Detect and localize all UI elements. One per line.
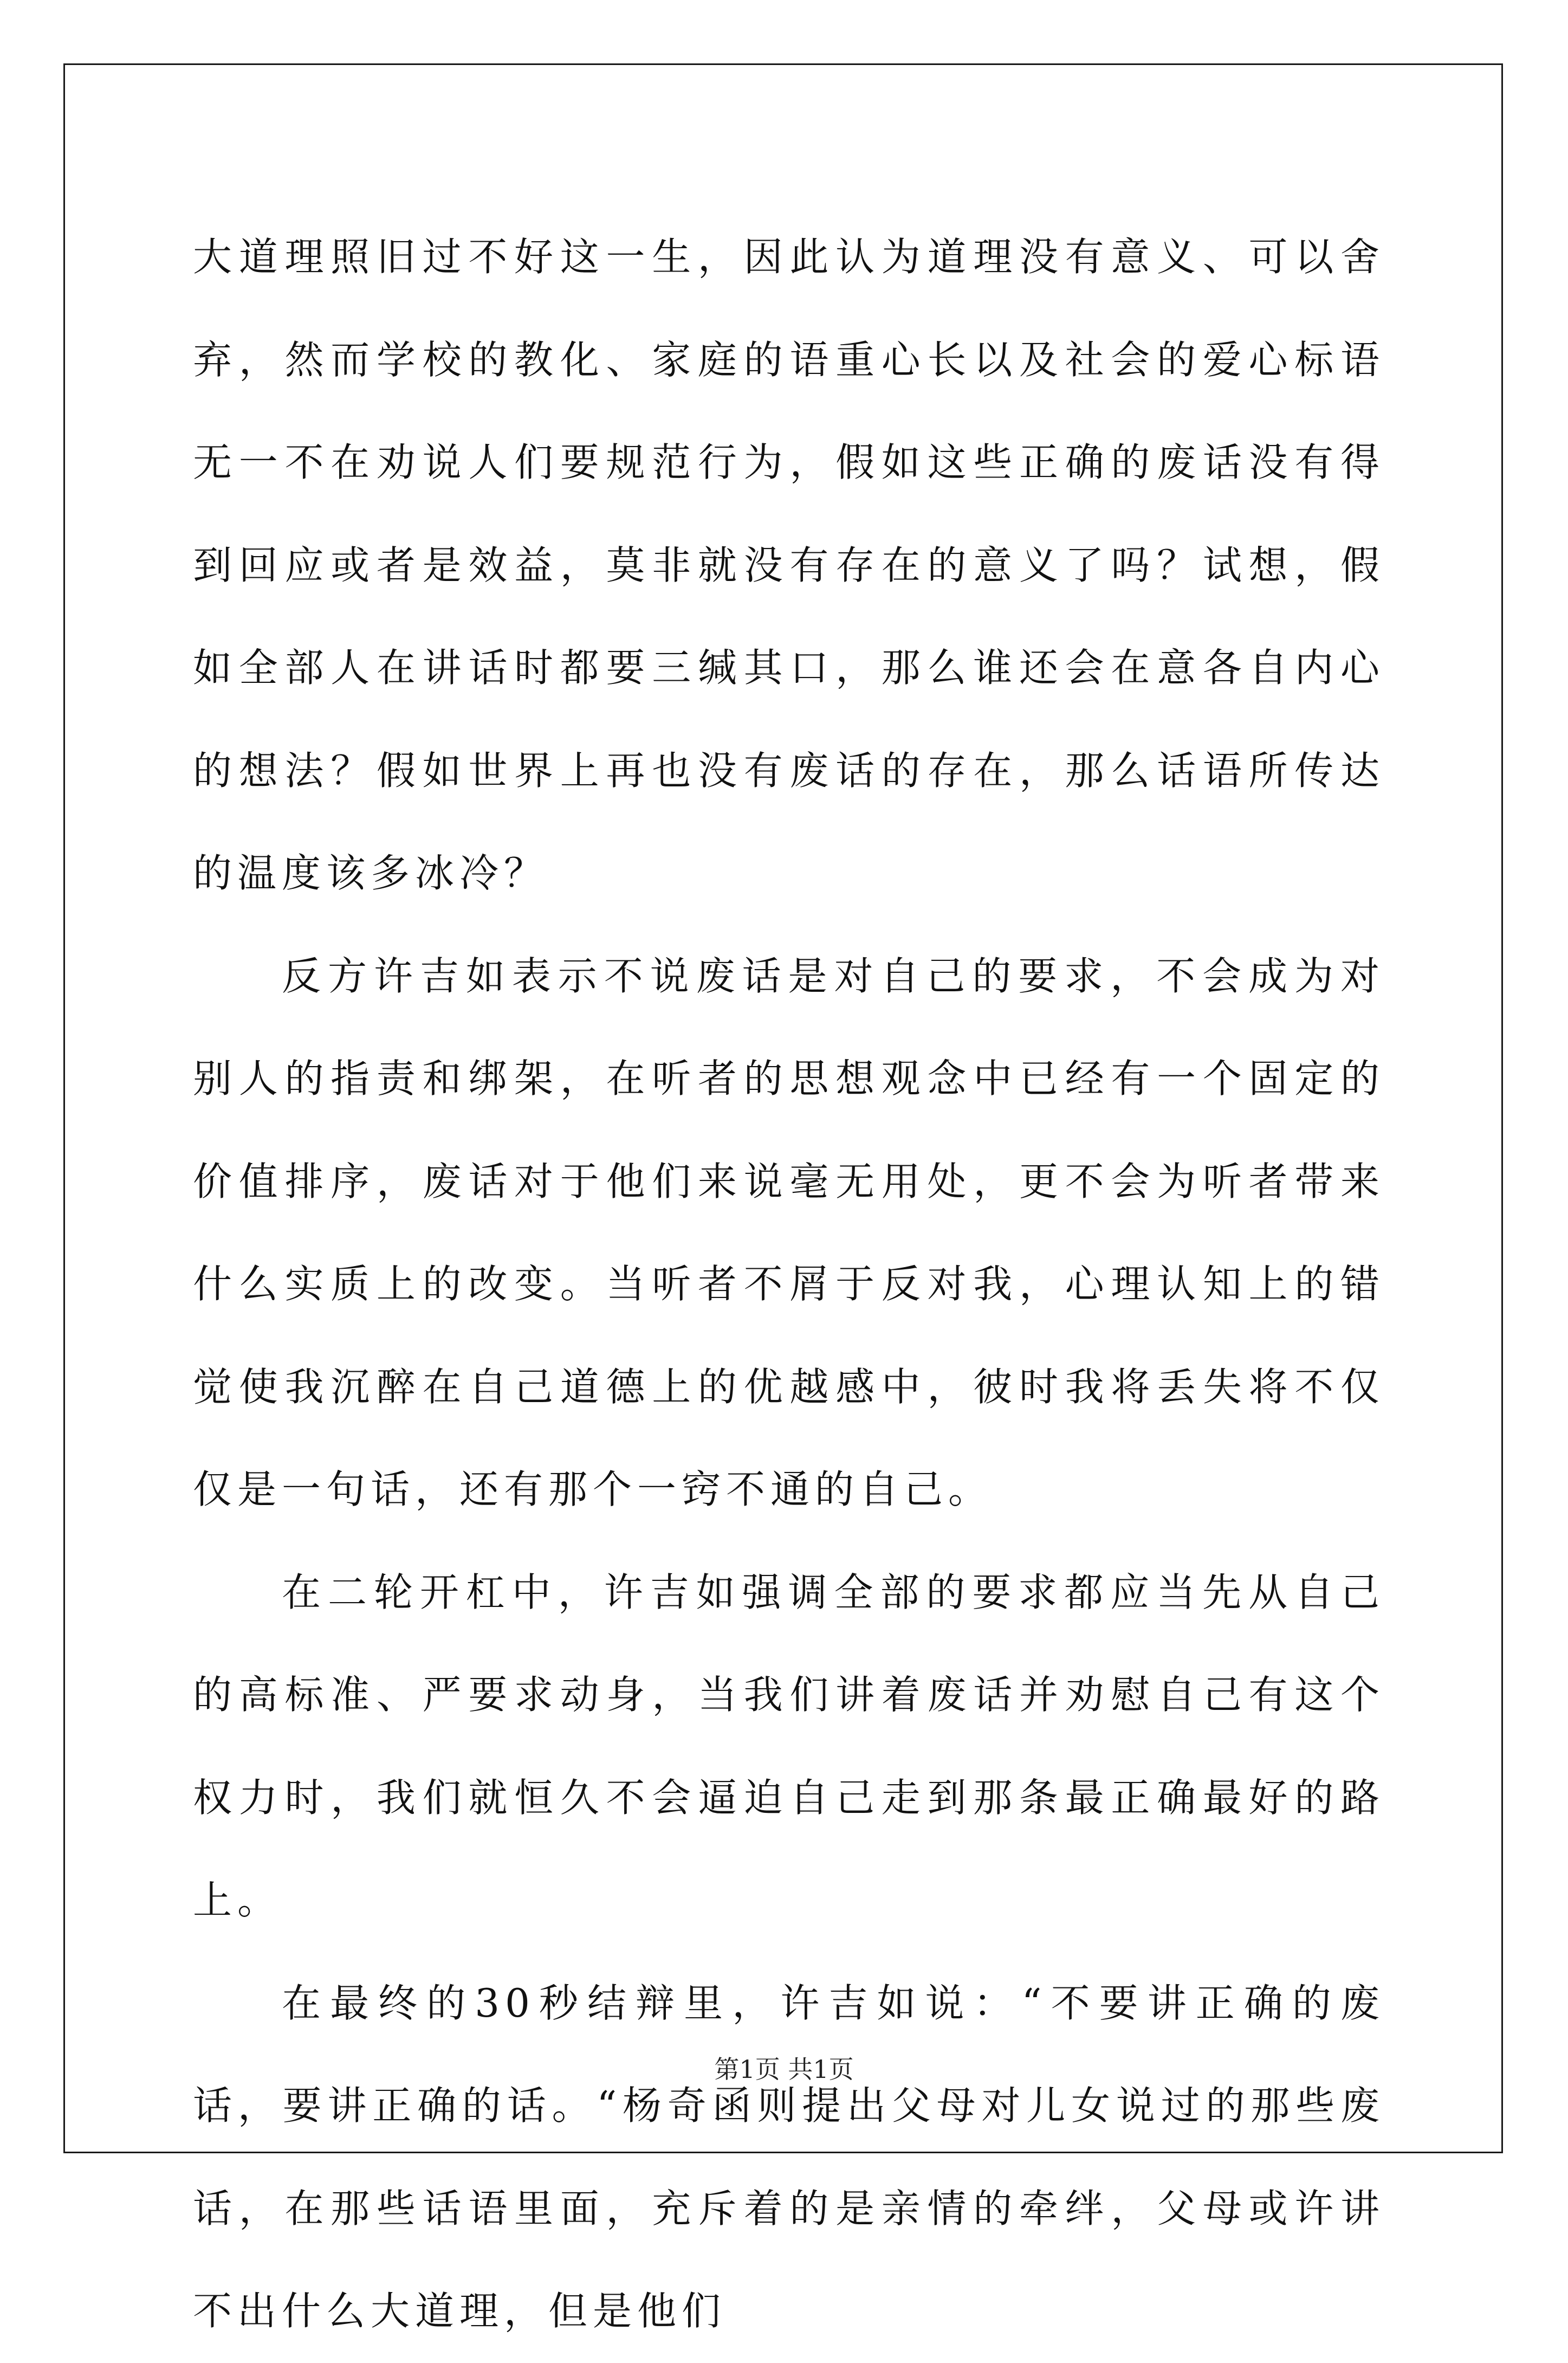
paragraph-3: 在二轮开杠中，许吉如强调全部的要求都应当先从自己的高标准、严要求动身，当我们讲着废话并劝慰自己有这个权力时，我们就恒久不会逼迫自己走到那条最正确最好的路上。 [193,1569,1385,1923]
paragraph-4: 在最终的30秒结辩里，许吉如说：“不要讲正确的废话，要讲正确的话。“杨奇函则提出父母对儿女说过的那些废话，在那些话语里面，充斥着的是亲情的牵绊，父母或许讲不出什么大道理，但是他们 [193,1980,1385,2334]
paragraph-2: 反方许吉如表示不说废话是对自己的要求，不会成为对别人的指责和绑架，在听者的思想观念中已经有一个固定的价值排序，废话对于他们来说毫无用处，更不会为听者带来什么实质上的改变。当听者不屑于反对我，心理认知上的错觉使我沉醉在自己道德上的优越感中，彼时我将丢失将不仅仅是一句话，还有那个一窍不通的自己。 [193,953,1385,1512]
document-body [193,206,1385,2363]
paragraph-1: 大道理照旧过不好这一生，因此认为道理没有意义、可以舍弃，然而学校的教化、家庭的语重心长以及社会的爱心标语无一不在劝说人们要规范行为，假如这些正确的废话没有得到回应或者是效益，莫非就没有存在的意义了吗？试想，假如全部人在讲话时都要三缄其口，那么谁还会在意各自内心的想法？假如世界上再也没有废话的存在，那么话语所传达的温度该多冰冷？ [193,234,1385,896]
page-footer: 第1页 共1页 [714,2055,854,2084]
